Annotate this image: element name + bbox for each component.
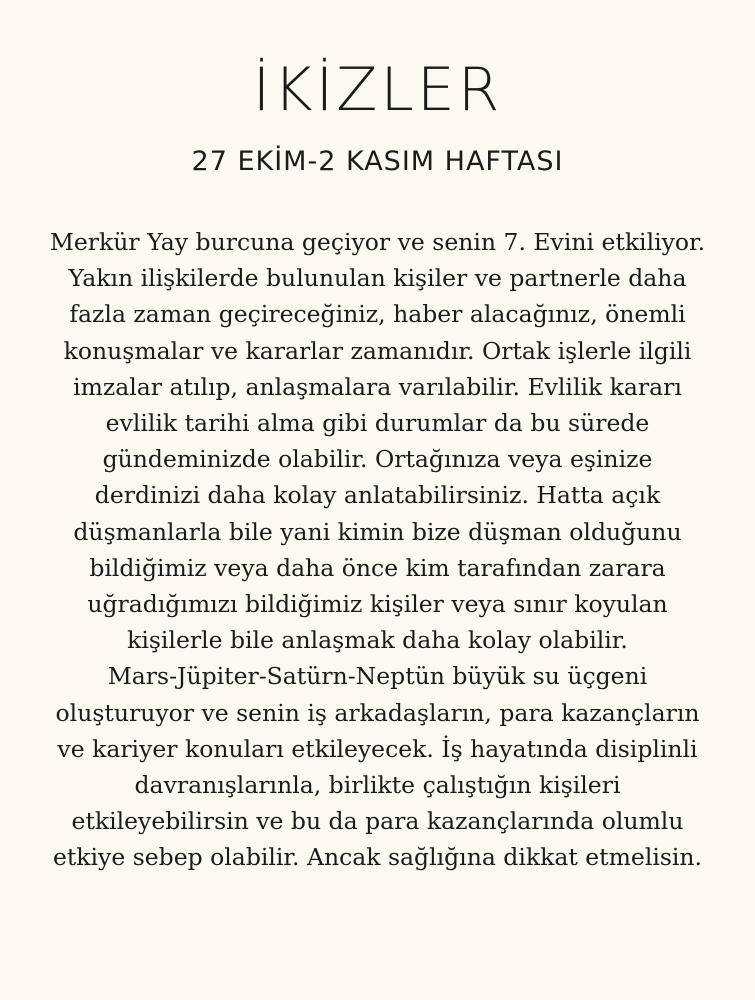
body-line: davranışlarınla, birlikte çalıştığın kişileri — [134, 771, 621, 800]
page-title: İKİZLER — [252, 55, 503, 125]
body-line: gündeminizde olabilir. Ortağınıza veya eşinize — [102, 445, 653, 474]
horoscope-body — [12, 224, 743, 876]
body-line: düşmanlarla bile yani kimin bize düşman olduğunu — [73, 517, 682, 546]
body-line: oluşturuyor ve senin iş arkadaşların, para kazançların — [55, 698, 700, 727]
body-line: Merkür Yay burcuna geçiyor ve senin 7. Evini etkiliyor. — [49, 228, 706, 256]
body-line: imzalar atılıp, anlaşmalara varılabilir. Evlilik kararı — [73, 372, 682, 401]
week-subtitle: 27 EKİM-2 KASIM HAFTASI — [191, 146, 564, 177]
body-line: bildiğimiz veya daha önce kim tarafından zarara — [89, 553, 666, 582]
body-line: ve kariyer konuları etkileyecek. İş hayatında disiplinli — [57, 734, 698, 763]
body-line: Yakın ilişkilerde bulunulan kişiler ve partnerle daha — [68, 264, 687, 293]
body-line: derdinizi daha kolay anlatabilirsiniz. Hatta açık — [94, 481, 661, 510]
body-line: Mars-Jüpiter-Satürn-Neptün büyük su üçgeni — [107, 662, 648, 691]
body-line: etkileyebilirsin ve bu da para kazançlarında olumlu — [71, 807, 684, 836]
body-line: etkiye sebep olabilir. Ancak sağlığına dikkat etmelisin. — [52, 843, 703, 872]
body-line: uğradığımızı bildiğimiz kişiler veya sınır koyulan — [87, 590, 668, 619]
body-line: fazla zaman geçireceğiniz, haber alacağınız, önemli — [69, 300, 686, 329]
body-line: evlilik tarihi alma gibi durumlar da bu sürede — [105, 409, 650, 438]
body-line: konuşmalar ve kararlar zamanıdır. Ortak işlerle ilgili — [63, 336, 692, 365]
body-line: kişilerle bile anlaşmak daha kolay olabilir. — [127, 626, 628, 655]
